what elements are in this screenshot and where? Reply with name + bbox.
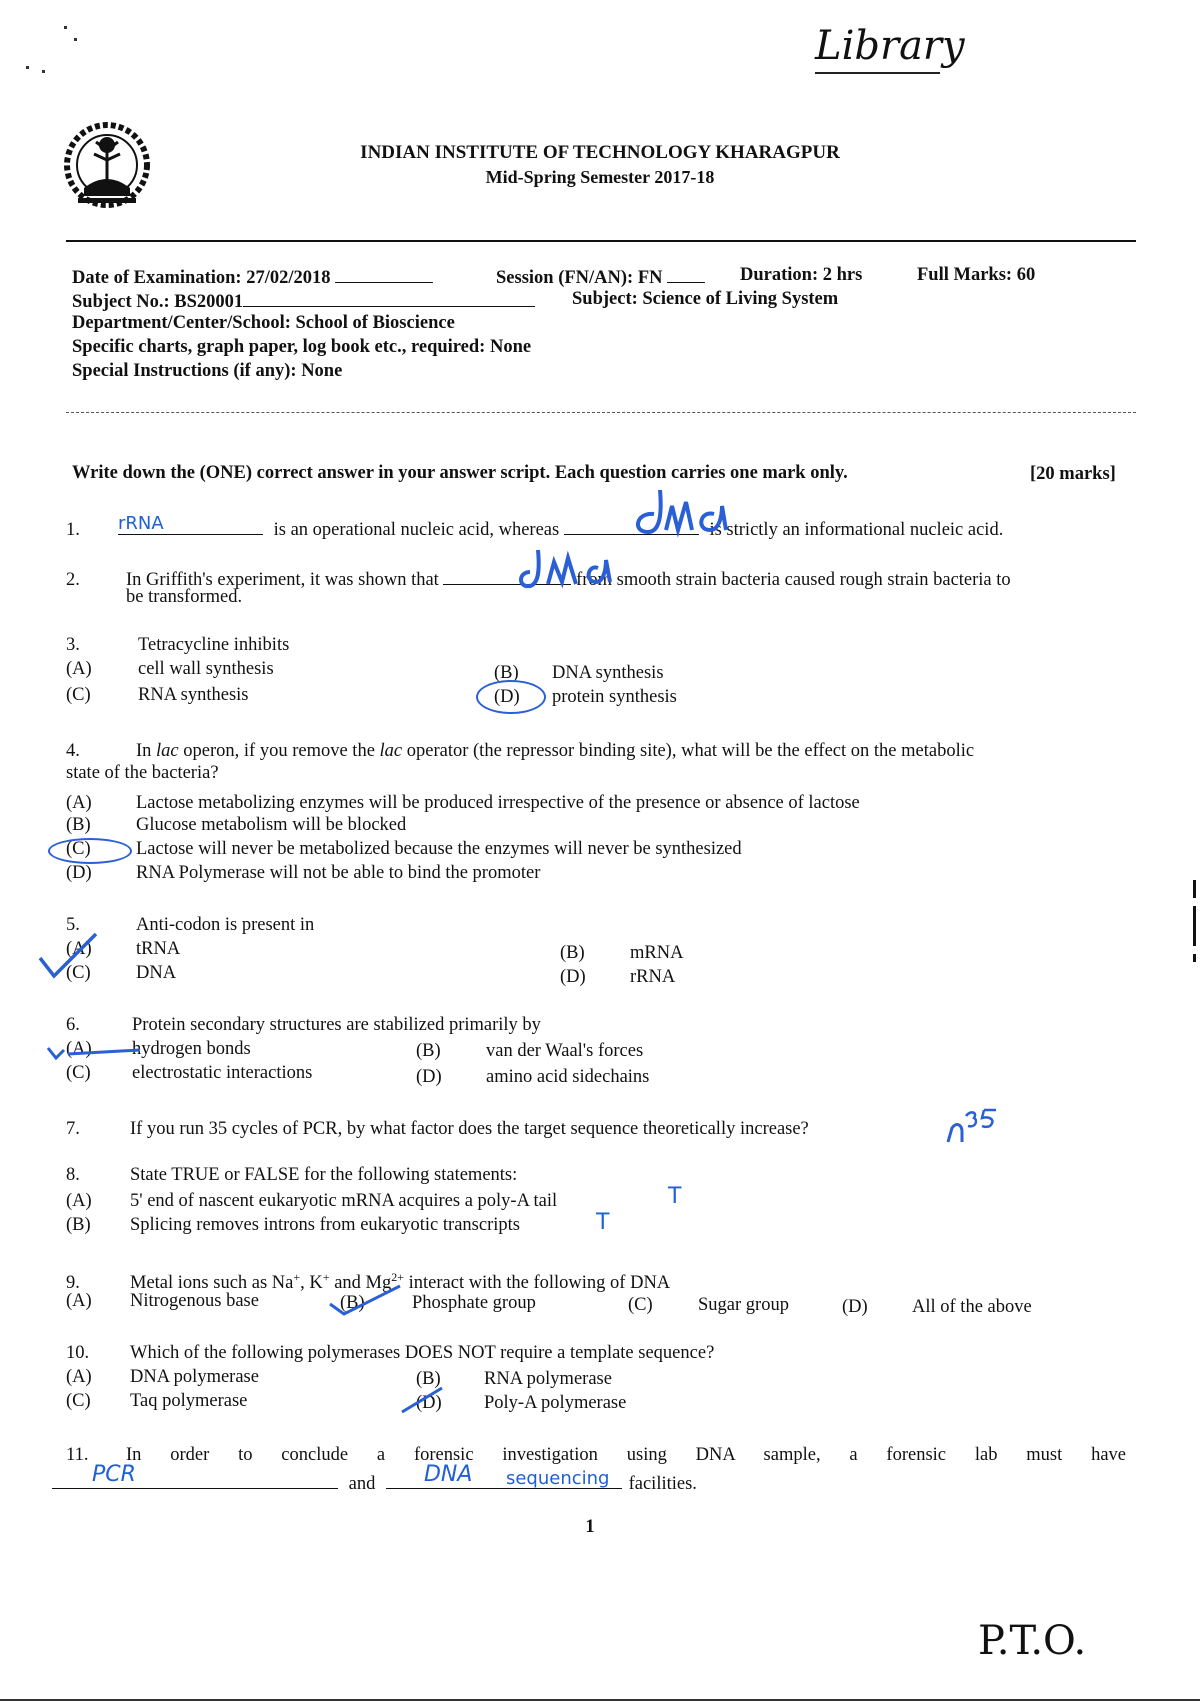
exam-date: Date of Examination: 27/02/2018: [72, 264, 433, 289]
typed-answer-sequencing: sequencing: [505, 1468, 610, 1489]
subject-number: Subject No.: BS20001: [72, 288, 535, 313]
q6-option-c: (C) electrostatic interactions: [66, 1063, 313, 1083]
stray-mark: [26, 66, 29, 69]
question-11-cont: PCR and DNA sequencing facilities.: [52, 1468, 697, 1495]
library-underline: [815, 72, 940, 74]
scan-bottom-line: [0, 1699, 1200, 1701]
handwritten-dna-q11: DNA: [423, 1462, 473, 1487]
q5-option-a: (A) tRNA: [66, 939, 181, 959]
circled-answer-q3-d: [476, 680, 546, 714]
question-4-stem-cont: state of the bacteria?: [66, 763, 219, 783]
q5-option-b: (B) mRNA: [560, 943, 684, 963]
q6-option-a: (A) hydrogen bonds: [66, 1039, 251, 1059]
subject-name: Subject: Science of Living System: [572, 289, 839, 309]
handwritten-pcr: PCR: [92, 1462, 136, 1487]
typed-answer-rrna: rRNA: [118, 513, 164, 534]
q10-option-b: (B) RNA polymerase: [416, 1369, 612, 1389]
q9-option-a: (A) Nitrogenous base: [66, 1291, 259, 1311]
handwritten-library-note: Library: [815, 23, 965, 69]
q9-option-d: (D) All of the above: [842, 1297, 1032, 1317]
scan-edge-mark: [1193, 880, 1196, 898]
q8-answer-b: T: [596, 1210, 610, 1235]
circled-answer-q4-c: [48, 838, 132, 864]
q10-option-d: (D) Poly-A polymerase: [416, 1393, 627, 1413]
stray-mark: [64, 26, 67, 29]
dashed-separator: [66, 412, 1136, 413]
question-10-stem: 10. Which of the following polymerases DOES NOT require a template sequence?: [66, 1343, 715, 1363]
department: Department/Center/School: School of Bioscience: [72, 313, 455, 333]
q4-option-b: (B) Glucose metabolism will be blocked: [66, 815, 407, 835]
q5-option-d: (D) rRNA: [560, 967, 676, 987]
question-2: 2. In Griffith's experiment, it was shown that from smooth strain bacteria caused rough strain bacteria to: [66, 564, 1011, 591]
q3-option-c: (C) RNA synthesis: [66, 685, 249, 705]
question-3-stem: 3. Tetracycline inhibits: [66, 635, 290, 655]
exam-duration: Duration: 2 hrs: [740, 265, 863, 285]
question-4-stem: 4. In lac operon, if you remove the lac operator (the repressor binding site), what will be the effect on the metabolic: [66, 741, 975, 761]
stray-mark: [74, 38, 77, 41]
question-2-cont: be transformed.: [126, 587, 243, 607]
question-6-stem: 6. Protein secondary structures are stabilized primarily by: [66, 1015, 541, 1035]
semester-title: Mid-Spring Semester 2017-18: [485, 167, 715, 187]
q5-option-c: (C) DNA: [66, 963, 177, 983]
question-7: 7. If you run 35 cycles of PCR, by what factor does the target sequence theoretically increase?: [66, 1119, 809, 1139]
stray-mark: [42, 70, 45, 73]
section-marks: [20 marks]: [1030, 464, 1116, 484]
section-instruction: Write down the (ONE) correct answer in your answer script. Each question carries one mark only.: [72, 463, 848, 483]
handwritten-answer-q7: [944, 1106, 1004, 1146]
scan-edge-mark: [1193, 954, 1196, 962]
q6-option-b: (B) van der Waal's forces: [416, 1041, 644, 1061]
q10-option-a: (A) DNA polymerase: [66, 1367, 259, 1387]
q3-option-a: (A) cell wall synthesis: [66, 659, 274, 679]
q8-statement-b: (B) Splicing removes introns from eukaryotic transcripts: [66, 1215, 520, 1235]
q9-option-b: (B) Phosphate group: [340, 1293, 536, 1313]
handwritten-pto: P.T.O.: [978, 1618, 1087, 1664]
full-marks: Full Marks: 60: [917, 265, 1036, 285]
q6-option-d: (D) amino acid sidechains: [416, 1067, 650, 1087]
scan-edge-mark: [1193, 906, 1196, 946]
mark-q9-b: [326, 1282, 406, 1318]
question-1: 1. rRNA is an operational nucleic acid, whereas is strictly an informational nucleic acid.: [66, 513, 1004, 540]
question-5-stem: 5. Anti-codon is present in: [66, 915, 315, 935]
handwritten-dna-q2: [518, 538, 648, 598]
question-11: 11. In order to conclude a forensic investigation using DNA sample, a forensic lab must have: [66, 1445, 1126, 1465]
q4-option-a: (A) Lactose metabolizing enzymes will be produced irrespective of the presence or absence of lactose: [66, 793, 860, 813]
required-materials: Specific charts, graph paper, log book etc., required: None: [72, 337, 532, 357]
q3-option-b: (B) DNA synthesis: [494, 663, 664, 683]
q4-option-c: (C) Lactose will never be metabolized because the enzymes will never be synthesized: [66, 839, 742, 859]
page-number: 1: [585, 1517, 595, 1537]
question-8-stem: 8. State TRUE or FALSE for the following statements:: [66, 1165, 518, 1185]
question-9-stem: 9. Metal ions such as Na+, K+ and $Mg^{2+}$ interact with the following of DNA: [66, 1270, 671, 1294]
q10-option-c: (C) Taq polymerase: [66, 1391, 248, 1411]
exam-session: Session (FN/AN): FN: [496, 264, 705, 289]
mark-q6-a: [44, 1040, 144, 1064]
special-instructions: Special Instructions (if any): None: [72, 361, 343, 381]
institute-name: INDIAN INSTITUTE OF TECHNOLOGY KHARAGPUR: [360, 142, 840, 163]
q9-option-c: (C) Sugar group: [628, 1295, 789, 1315]
check-mark-q5-a: [36, 930, 106, 980]
header-rule: [66, 240, 1136, 242]
q4-option-d: (D) RNA Polymerase will not be able to bind the promoter: [66, 863, 541, 883]
handwritten-dna-q1: [626, 484, 766, 539]
q3-option-d: (D) protein synthesis: [494, 687, 677, 707]
q8-answer-a: T: [668, 1184, 682, 1209]
mark-q10-d: [398, 1382, 448, 1418]
q8-statement-a: (A) 5' end of nascent eukaryotic mRNA acquires a poly-A tail: [66, 1191, 558, 1211]
